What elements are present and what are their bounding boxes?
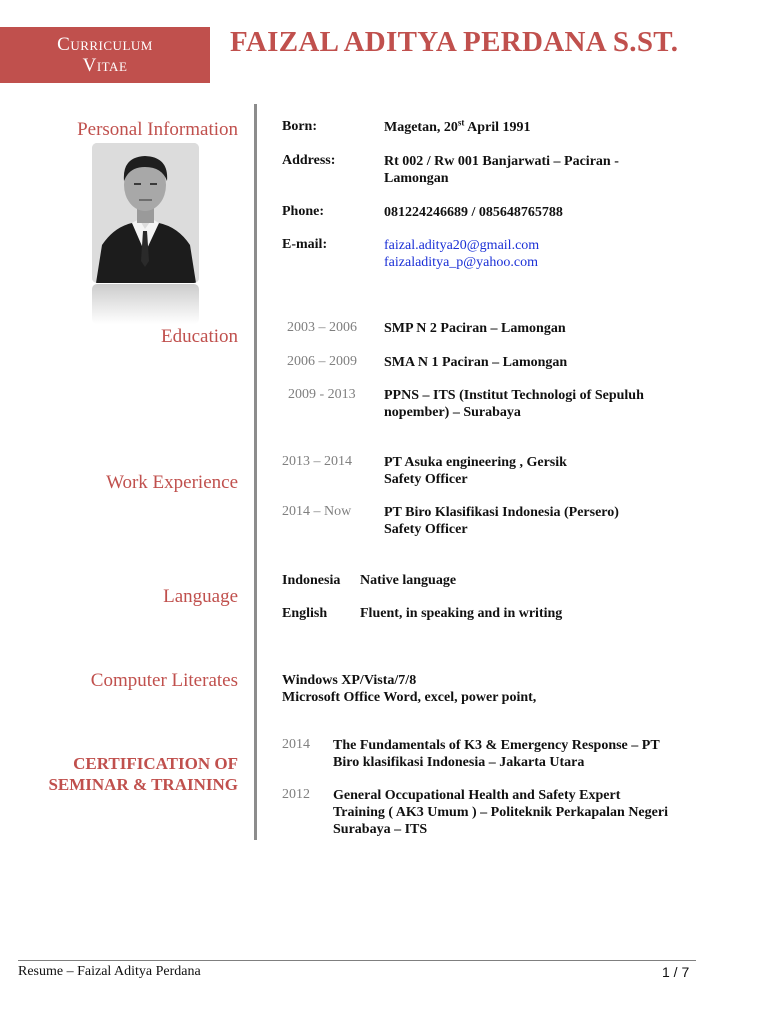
born-ordinal: st [457,117,465,128]
computer-skill-office: Microsoft Office Word, excel, power point, [282,690,537,705]
footer-page-number: 1 / 7 [662,964,690,980]
cv-title-line1: Curriculum [57,34,153,55]
born-value: Magetan, 20st April 1991 [384,117,531,135]
phone-value: 081224246689 / 085648765788 [384,205,563,220]
address-label: Address: [282,153,336,168]
section-certification [48,753,238,795]
work-years: 2014 – Now [282,504,352,519]
born-label: Born: [282,119,317,134]
computer-skill-os: Windows XP/Vista/7/8 [282,673,417,688]
email-link-gmail[interactable]: faizal.aditya20@gmail.com [384,238,540,253]
section-certification-line1: CERTIFICATION OF [73,754,238,773]
photo-reflection [92,284,199,324]
section-language: Language [163,586,238,607]
certification-year: 2014 [282,737,310,752]
language-name: Indonesia [282,573,341,588]
certification-year: 2012 [282,787,310,802]
section-certification-line2: SEMINAR & TRAINING [48,775,238,794]
person-silhouette-icon [92,143,199,283]
education-school: SMP N 2 Paciran – Lamongan [384,321,566,336]
work-years: 2013 – 2014 [282,454,352,469]
work-company: PT Biro Klasifikasi Indonesia (Persero) [384,505,619,520]
language-level: Native language [360,573,457,588]
work-role: Safety Officer [384,522,468,537]
person-name: FAIZAL ADITYA PERDANA S.ST. [230,26,679,58]
certification-text: The Fundamentals of K3 & Emergency Response – PT Biro klasifikasi Indonesia – Jakarta Utara [333,738,660,770]
section-education: Education [160,326,238,347]
education-years: 2009 - 2013 [288,387,356,402]
language-level: Fluent, in speaking and in writing [360,606,563,621]
work-company: PT Asuka engineering , Gersik [384,455,567,470]
education-school: SMA N 1 Paciran – Lamongan [384,355,568,370]
vertical-divider [254,104,257,840]
education-school: PPNS – ITS (Institut Technologi of Sepuluh nopember) – Surabaya [384,388,644,420]
footer-title: Resume – Faizal Aditya Perdana [18,964,201,979]
section-computer-literates: Computer Literates [90,670,238,691]
email-link-yahoo[interactable]: faizaladitya_p@yahoo.com [384,255,538,270]
education-years: 2003 – 2006 [287,320,357,335]
work-role: Safety Officer [384,472,468,487]
phone-label: Phone: [282,204,324,219]
section-work-experience: Work Experience [106,472,238,493]
certification-text: General Occupational Health and Safety Expert Training ( AK3 Umum ) – Politeknik Perkapalan Negeri Surabaya – ITS [333,788,668,837]
language-name: English [282,606,328,621]
profile-photo [92,143,199,283]
section-personal-information: Personal Information [77,119,238,140]
cv-title-line2: Vitae [82,55,128,76]
address-value: Rt 002 / Rw 001 Banjarwati – Paciran - Lamongan [384,154,619,186]
footer-rule [18,960,696,961]
education-years: 2006 – 2009 [287,354,357,369]
email-label: E-mail: [282,237,328,252]
cv-title-box [0,27,210,83]
